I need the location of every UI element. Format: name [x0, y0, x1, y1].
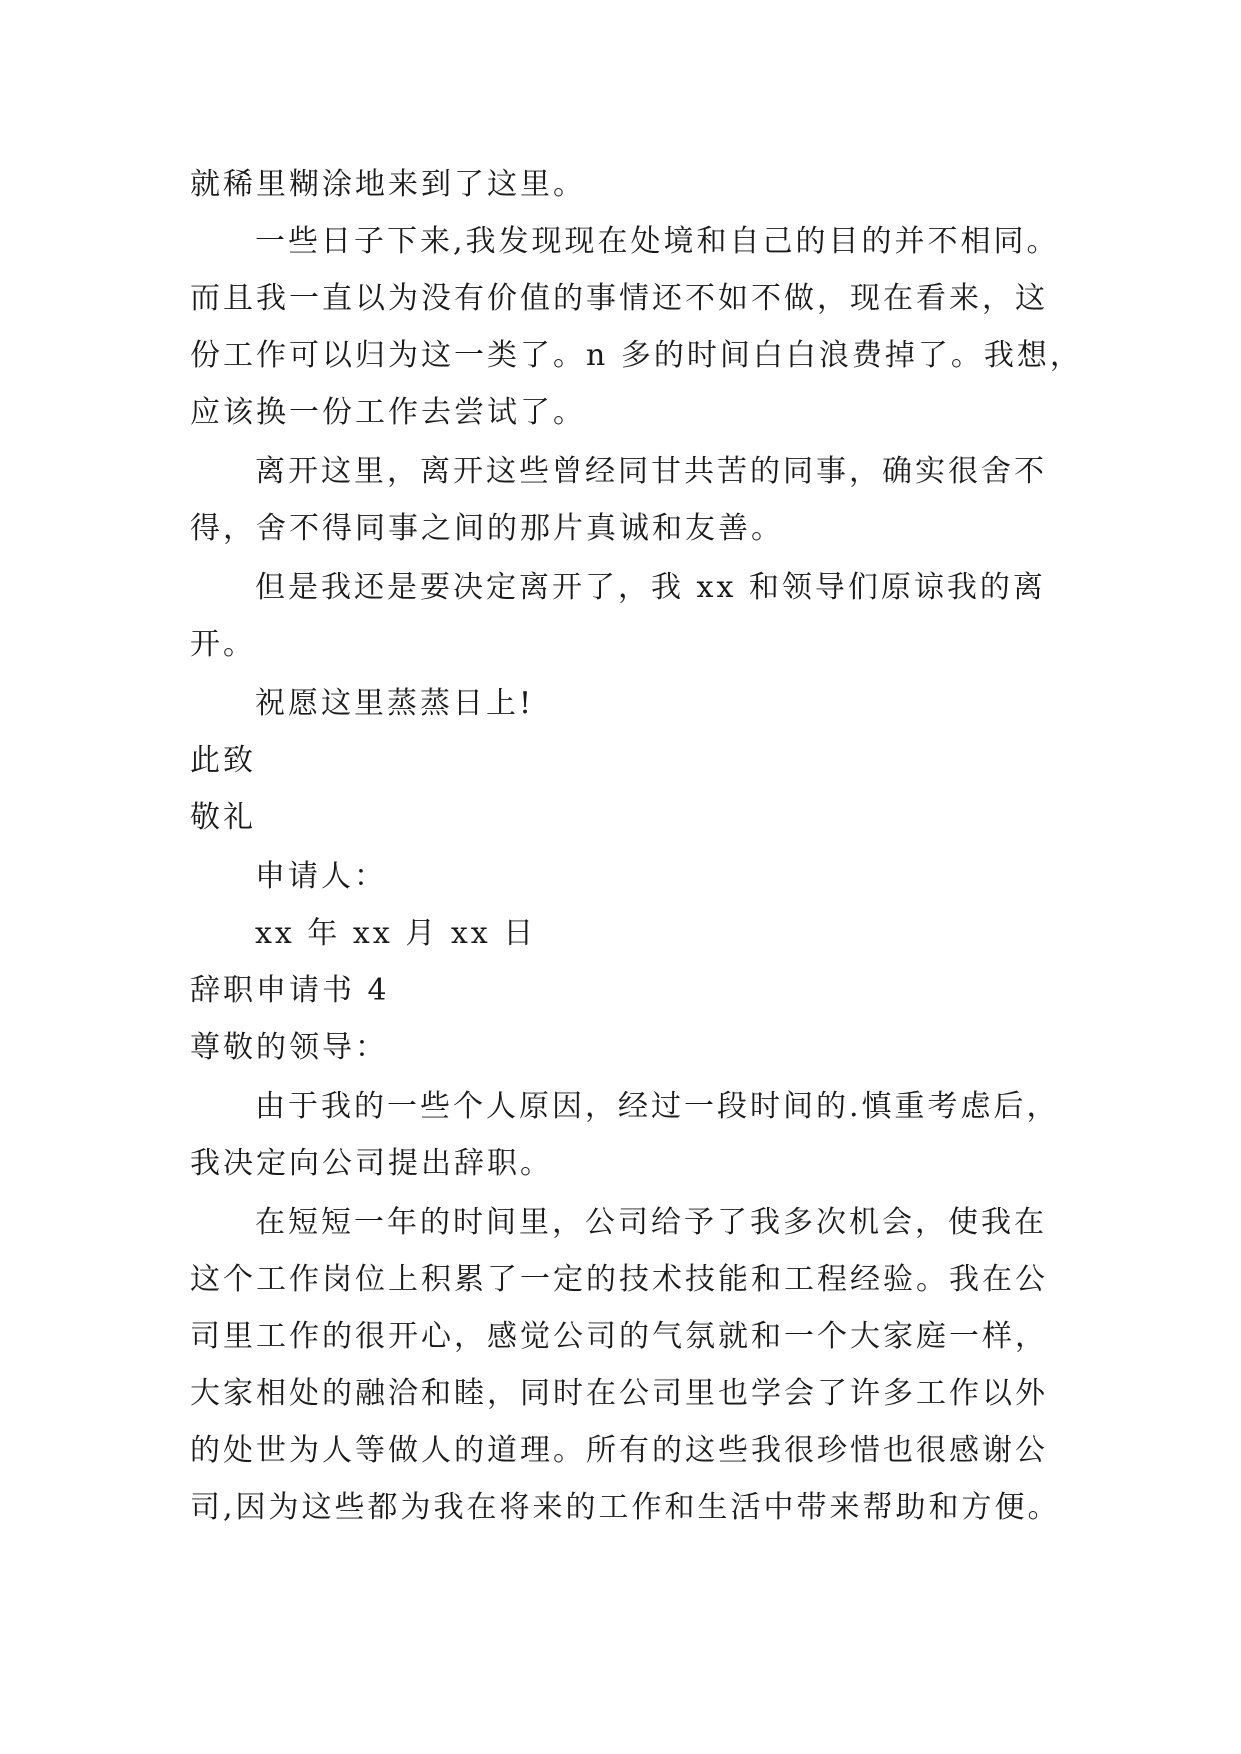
text-line: 司,因为这些都为我在将来的工作和生活中带来帮助和方便。	[190, 1490, 1061, 1525]
text-line: 离开这里，离开这些曾经同甘共苦的同事，确实很舍不	[255, 454, 1047, 489]
text-line: 但是我还是要决定离开了，我 xx 和领导们原谅我的离	[255, 570, 1046, 605]
text-line: 应该换一份工作去尝试了。	[190, 395, 586, 430]
text-line: 就稀里糊涂地来到了这里。	[190, 167, 586, 202]
text-line: 我决定向公司提出辞职。	[190, 1146, 553, 1181]
text-line: 的处世为人等做人的道理。所有的这些我很珍惜也很感谢公	[190, 1433, 1048, 1468]
closing-line: 敬礼	[190, 800, 256, 835]
text-line: 由于我的一些个人原因，经过一段时间的.慎重考虑后，	[255, 1089, 1060, 1124]
section-title: 辞职申请书 4	[190, 973, 390, 1008]
text-line: 一些日子下来,我发现现在处境和自己的目的并不相同。	[255, 224, 1060, 259]
text-line: 而且我一直以为没有价值的事情还不如不做，现在看来，这	[190, 281, 1048, 316]
text-line: 司里工作的很开心，感觉公司的气氛就和一个大家庭一样，	[190, 1319, 1048, 1354]
signature-applicant: 申请人：	[255, 859, 387, 894]
text-line: 开。	[190, 627, 256, 662]
text-line: 在短短一年的时间里，公司给予了我多次机会，使我在	[255, 1205, 1047, 1240]
text-line: 大家相处的融洽和睦，同时在公司里也学会了许多工作以外	[190, 1376, 1048, 1411]
text-line: 份工作可以归为这一类了。n 多的时间白白浪费掉了。我想，	[190, 338, 1083, 373]
salutation: 尊敬的领导：	[190, 1030, 388, 1065]
closing-line: 此致	[190, 743, 256, 778]
text-line: 得，舍不得同事之间的那片真诚和友善。	[190, 511, 784, 546]
text-line: 祝愿这里蒸蒸日上!	[255, 686, 535, 721]
signature-date: xx 年 xx 月 xx 日	[255, 916, 537, 951]
text-line: 这个工作岗位上积累了一定的技术技能和工程经验。我在公	[190, 1262, 1048, 1297]
